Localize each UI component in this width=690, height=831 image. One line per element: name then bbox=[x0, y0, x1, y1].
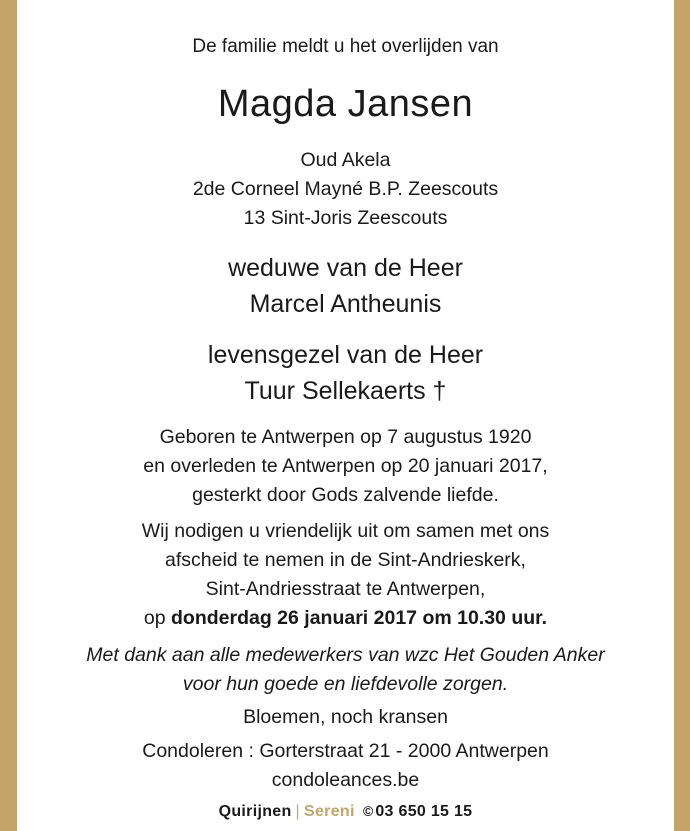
partner-line: levensgezel van de Heer bbox=[207, 341, 484, 369]
thanks-line: voor hun goede en liefdevolle zorgen. bbox=[182, 673, 509, 695]
company-name: Quirijnen bbox=[218, 803, 292, 820]
invite-line: afscheid te nemen in de Sint-Andrieskerk, bbox=[165, 549, 526, 571]
phone-number: 03 650 15 15 bbox=[375, 803, 473, 820]
birth-line: gesterkt door Gods zalvende liefde. bbox=[192, 484, 499, 506]
widow-line: weduwe van de Heer bbox=[228, 254, 463, 282]
invite-date-line bbox=[17, 607, 674, 630]
role-line: Oud Akela bbox=[300, 149, 391, 171]
condolence-site: condoleances.be bbox=[271, 769, 420, 791]
separator: | bbox=[295, 803, 301, 820]
flowers-note: Bloemen, noch kransen bbox=[243, 706, 448, 728]
birth-line: en overleden te Antwerpen op 20 januari 2017, bbox=[143, 455, 548, 477]
invite-line: Wij nodigen u vriendelijk uit om samen met ons bbox=[141, 520, 550, 542]
partner-name: Tuur Sellekaerts † bbox=[244, 377, 447, 405]
role-line: 13 Sint-Joris Zeescouts bbox=[243, 207, 448, 229]
invite-date: donderdag 26 januari 2017 om 10.30 uur. bbox=[171, 607, 548, 629]
widow-name: Marcel Antheunis bbox=[249, 290, 442, 318]
obituary-card bbox=[17, 0, 674, 831]
thanks-line: Met dank aan alle medewerkers van wzc Het Gouden Anker bbox=[86, 644, 605, 666]
invite-prefix: op bbox=[143, 607, 172, 629]
phone-icon: © bbox=[362, 803, 374, 819]
funeral-home-footer bbox=[17, 803, 674, 821]
birth-line: Geboren te Antwerpen op 7 augustus 1920 bbox=[159, 426, 532, 448]
condolence-address: Condoleren : Gorterstraat 21 - 2000 Antwerpen bbox=[142, 740, 549, 762]
role-line: 2de Corneel Mayné B.P. Zeescouts bbox=[192, 178, 499, 200]
deceased-name: Magda Jansen bbox=[217, 83, 474, 125]
intro-text: De familie meldt u het overlijden van bbox=[192, 36, 499, 57]
invite-line: Sint-Andriesstraat te Antwerpen, bbox=[205, 578, 486, 600]
brand-name: Sereni bbox=[304, 803, 355, 820]
